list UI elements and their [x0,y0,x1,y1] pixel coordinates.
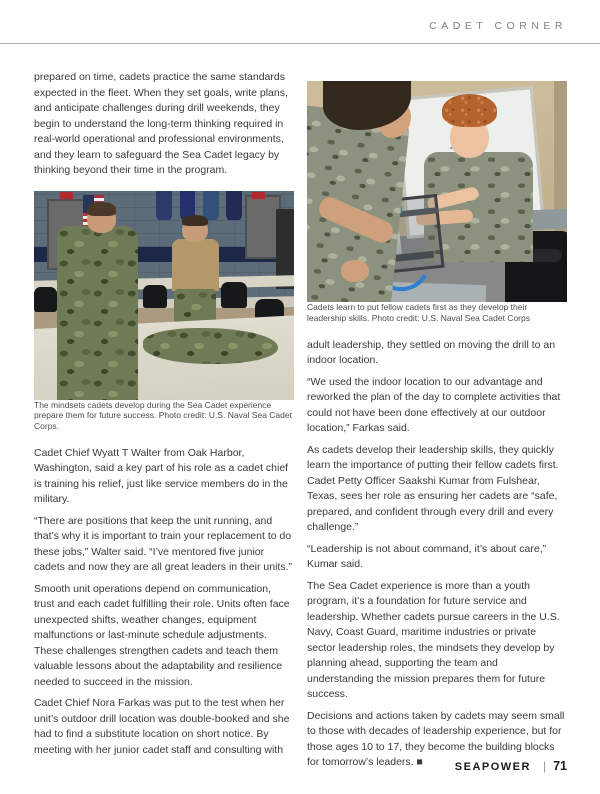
uniform-on-table [143,328,278,364]
chair [34,287,57,312]
right-column [307,81,567,777]
page-number: 71 [553,759,567,773]
body-paragraph: “Leadership is not about command, it’s about care,” Kumar said. [307,542,547,571]
photo-cadets-folding-uniform [34,191,294,400]
body-paragraph: As cadets develop their leadership skills, they quickly learn the importance of putting their fellow cadets first. Cadet Petty Officer Saakshi Kumar from Fulshear, Texas, sees her role as ensuring her cadets are “safe, prepared, and confident through every drill and every challenge.” [307,443,559,534]
folio-separator: | [542,759,547,773]
hanging-flag [156,191,172,220]
cadet-redhead-hair [442,94,497,127]
cadet-in-tan-shirt [172,239,219,291]
body-paragraph: “There are positions that keep the unit running, and that’s why it is important to train your replacement to do these jobs,” Walter said. “I’ve mentored five junior cadets and now they are all great leaders in their units.” [34,514,292,574]
cadet-in-camo [57,226,138,399]
cadet-hair [87,202,116,216]
body-paragraph: Smooth unit operations depend on communication, trust and each cadet fulfilling their role. Units often face unexpected shifts, weather changes, equipment malfunctions or last-minute schedule adjustments. These challenges strengthen cadets and teach them valuable lessons about the adaptability and resilience needed to succeed in the mission. [34,582,290,688]
chair [143,285,166,308]
body-paragraph: “We used the indoor location to our advantage and reworked the plan of the day to complete activities that could not have been done effectively at our outdoor location,” Farkas said. [307,375,561,435]
photo-caption: Cadets learn to put fellow cadets first as they develop their leadership skills. Photo credit: U.S. Naval Sea Cadet Corps [307,302,530,323]
cadet-hand [341,260,370,282]
exit-sign [60,192,73,200]
left-column [34,70,294,764]
hanging-flag [203,191,219,220]
body-paragraph: adult leadership, they settled on moving the drill to an indoor location. [307,338,556,367]
section-kicker: CADET CORNER [429,20,567,32]
body-paragraph: Decisions and actions taken by cadets may seem small to those with decades of leadership experience, but for those ages 10 to 17, they become the building blocks for tomorrow’s leaders. ■ [307,709,565,769]
body-paragraph: prepared on time, cadets practice the same standards expected in the fleet. When they set goals, write plans, and anticipate challenges during drill weekends, they begin to understand the long-term thinking required in real-world operational and professional environments, and they learn to safeguard the Sea Cadet legacy by thinking beyond their time in the program. [34,71,288,176]
header-rule [0,43,600,44]
cadet-hair [182,215,208,226]
magazine-title: SEAPOWER [454,761,531,773]
body-paragraph: The Sea Cadet experience is more than a youth program, it’s a foundation for future service and leadership. Whether cadets pursue careers in the U.S. Navy, Coast Guard, maritime industries or private sector leadership roles, the mindsets they develop by planning ahead, supporting the team and understanding the mission prepares them for future success. [307,579,560,701]
body-paragraph: Cadet Chief Nora Farkas was put to the test when her unit’s outdoor drill location was double-booked and she had to find a substitute location on short notice. By meeting with her junior cadet staff and consulting with [34,697,290,756]
photo-caption: The mindsets cadets develop during the Sea Cadet experience prepare them for future success. Photo credit: U.S. Naval Sea Cadet Corps. [34,399,292,432]
exit-sign [252,192,265,200]
body-paragraph: Cadet Chief Wyatt T Walter from Oak Harbor, Washington, said a key part of his role as a cadet chief is training his relief, just like service members do in the military. [34,446,289,506]
hanging-flag [226,191,242,220]
page-folio [455,759,567,773]
chair [221,282,247,307]
photo-cadets-robotics [307,81,567,302]
